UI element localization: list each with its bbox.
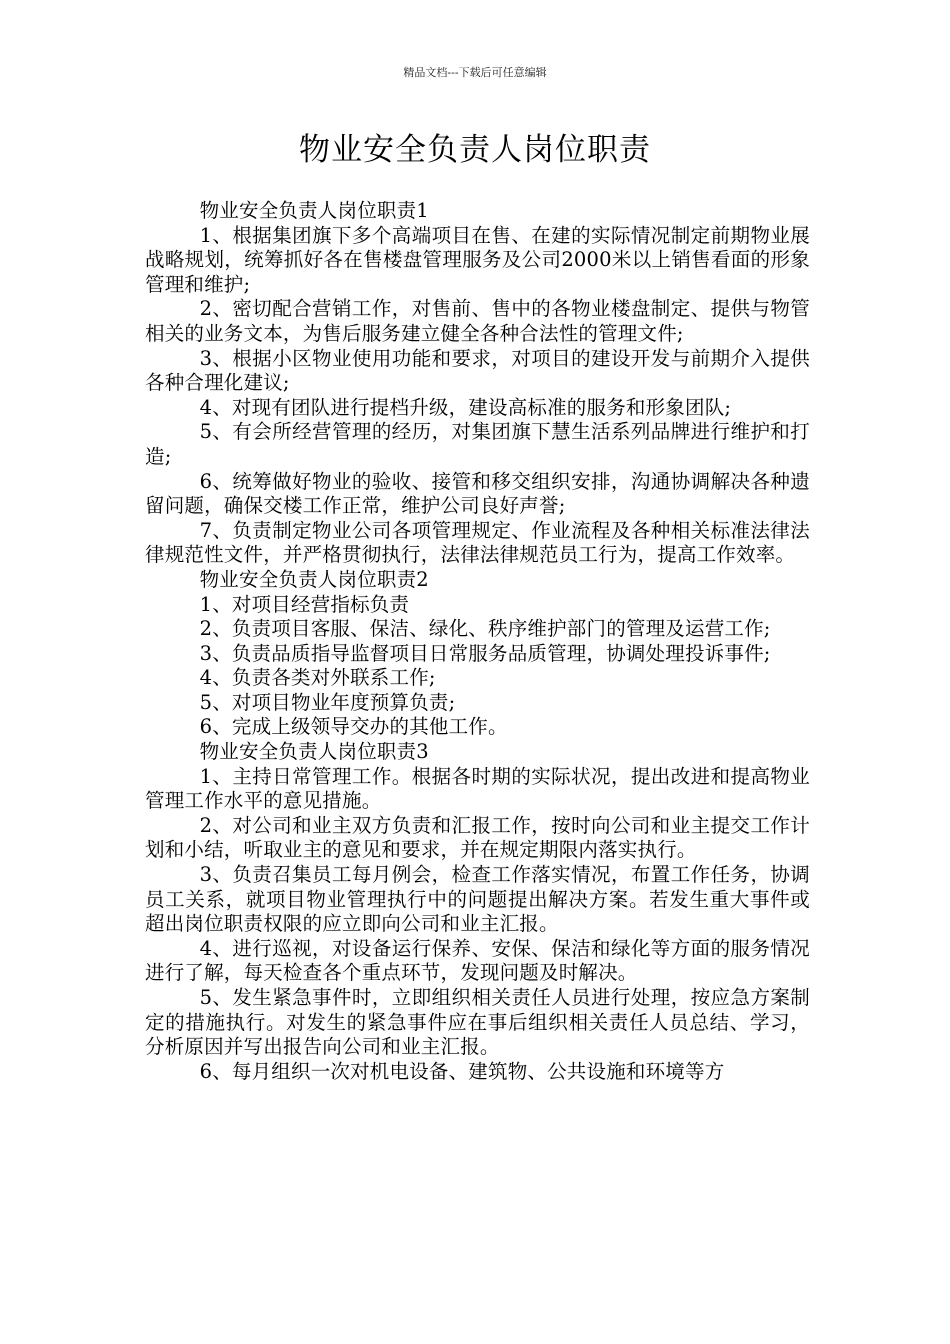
- duty-item: 4、负责各类对外联系工作;: [199, 666, 436, 690]
- document-title: 物业安全负责人岗位职责: [299, 132, 651, 168]
- duty-item: 5、对项目物业年度预算负责;: [199, 690, 456, 714]
- duty-item: 2、负责项目客服、保洁、绿化、秩序维护部门的管理及运营工作;: [199, 617, 771, 641]
- duty-item: 6、统筹做好物业的验收、接管和移交组织安排，沟通协调解决各种遗留问题，确保交楼工作正常，维护公司良好声誉;: [145, 469, 810, 518]
- document-body: [145, 199, 810, 1084]
- section-heading-3: 物业安全负责人岗位职责3: [199, 740, 429, 764]
- duty-item: 4、对现有团队进行提档升级，建设高标准的服务和形象团队;: [199, 395, 732, 419]
- duty-item: 7、负责制定物业公司各项管理规定、作业流程及各种相关标准法律法律规范性文件，并严格贯彻执行，法律法律规范员工行为，提高工作效率。: [145, 518, 810, 567]
- duty-item: 2、对公司和业主双方负责和汇报工作，按时向公司和业主提交工作计划和小结，听取业主的意见和要求，并在规定期限内落实执行。: [145, 813, 810, 862]
- duty-item: 3、负责召集员工每月例会，检查工作落实情况，布置工作任务，协调员工关系，就项目物业管理执行中的问题提出解决方案。若发生重大事件或超出岗位职责权限的应立即向公司和业主汇报。: [145, 863, 810, 936]
- duty-item: 5、有会所经营管理的经历，对集团旗下慧生活系列品牌进行维护和打造;: [145, 420, 810, 468]
- duty-item: 6、完成上级领导交办的其他工作。: [199, 715, 508, 739]
- duty-item: 2、密切配合营销工作，对售前、售中的各物业楼盘制定、提供与物管相关的业务文本，为售后服务建立健全各种合法性的管理文件;: [145, 297, 810, 345]
- duty-item: 3、负责品质指导监督项目日常服务品质管理，协调处理投诉事件;: [199, 641, 771, 665]
- duty-item: 6、每月组织一次对机电设备、建筑物、公共设施和环境等方: [199, 1059, 725, 1083]
- duty-item: 5、发生紧急事件时，立即组织相关责任人员进行处理，按应急方案制定的措施执行。对发生的紧急事件应在事后组织相关责任人员总结、学习，分析原因并写出报告向公司和业主汇报。: [145, 986, 810, 1059]
- duty-item: 1、根据集团旗下多个高端项目在售、在建的实际情况制定前期物业展战略规划，统筹抓好各在售楼盘管理服务及公司2000米以上销售看面的形象管理和维护;: [145, 223, 810, 296]
- duty-item: 4、进行巡视，对设备运行保养、安保、保洁和绿化等方面的服务情况进行了解，每天检查各个重点环节，发现问题及时解决。: [145, 936, 810, 985]
- header-note: 精品文档---下载后可任意编辑: [403, 66, 547, 79]
- duty-item: 3、根据小区物业使用功能和要求，对项目的建设开发与前期介入提供各种合理化建议;: [145, 346, 810, 395]
- section-heading-1: 物业安全负责人岗位职责1: [199, 199, 429, 222]
- duty-item: 1、主持日常管理工作。根据各时期的实际状况，提出改进和提高物业管理工作水平的意见措施。: [145, 764, 810, 813]
- section-heading-2: 物业安全负责人岗位职责2: [199, 567, 429, 591]
- duty-item: 1、对项目经营指标负责: [199, 592, 410, 616]
